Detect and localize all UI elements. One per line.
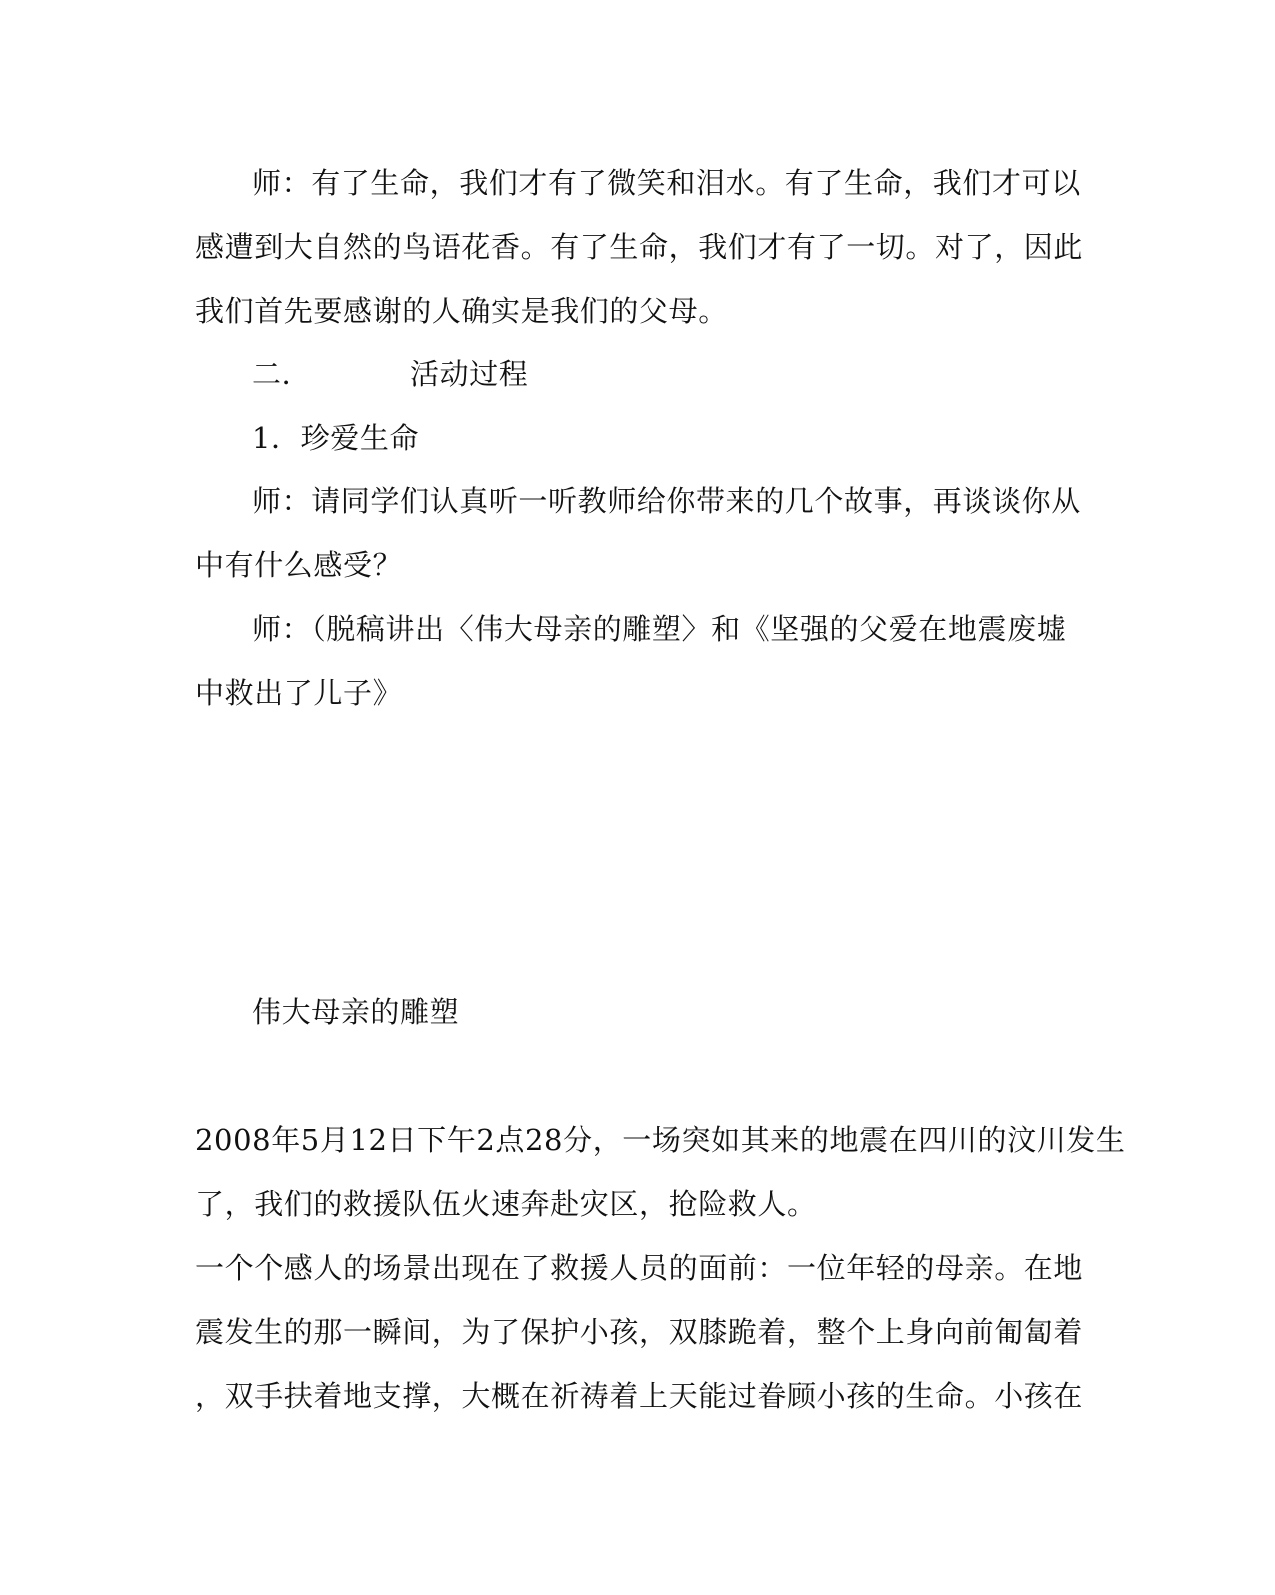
story-line: 一个个感人的场景出现在了救援人员的面前：一位年轻的母亲。在地 xyxy=(195,1251,1084,1285)
paragraph-line: 师：有了生命，我们才有了微笑和泪水。有了生命，我们才可以 xyxy=(252,166,1081,200)
paragraph-line: 师：（脱稿讲出〈伟大母亲的雕塑〉和《坚强的父爱在地震废墟 xyxy=(252,612,1067,646)
paragraph-line: 师：请同学们认真听一听教师给你带来的几个故事，再谈谈你从 xyxy=(252,484,1081,518)
story-line: 震发生的那一瞬间，为了保护小孩，双膝跪着，整个上身向前匍匐着 xyxy=(195,1315,1084,1349)
section-title: 活动过程 xyxy=(410,357,529,391)
paragraph-line: 中救出了儿子》 xyxy=(195,676,403,710)
paragraph-line: 我们首先要感谢的人确实是我们的父母。 xyxy=(195,294,728,328)
paragraph-line: 中有什么感受？ xyxy=(195,548,403,582)
story-line: 了，我们的救援队伍火速奔赴灾区，抢险救人。 xyxy=(195,1187,817,1221)
section-number: 二． xyxy=(252,357,312,391)
story-line: ，双手扶着地支撑，大概在祈祷着上天能过眷顾小孩的生命。小孩在 xyxy=(195,1379,1084,1413)
list-item-heading: 1．珍爱生命 xyxy=(252,421,420,455)
story-line: 2008年5月12日下午2点28分，一场突如其来的地震在四川的汶川发生 xyxy=(195,1123,1126,1157)
paragraph-line: 感遭到大自然的鸟语花香。有了生命，我们才有了一切。对了，因此 xyxy=(195,230,1084,264)
story-title: 伟大母亲的雕塑 xyxy=(252,995,460,1029)
